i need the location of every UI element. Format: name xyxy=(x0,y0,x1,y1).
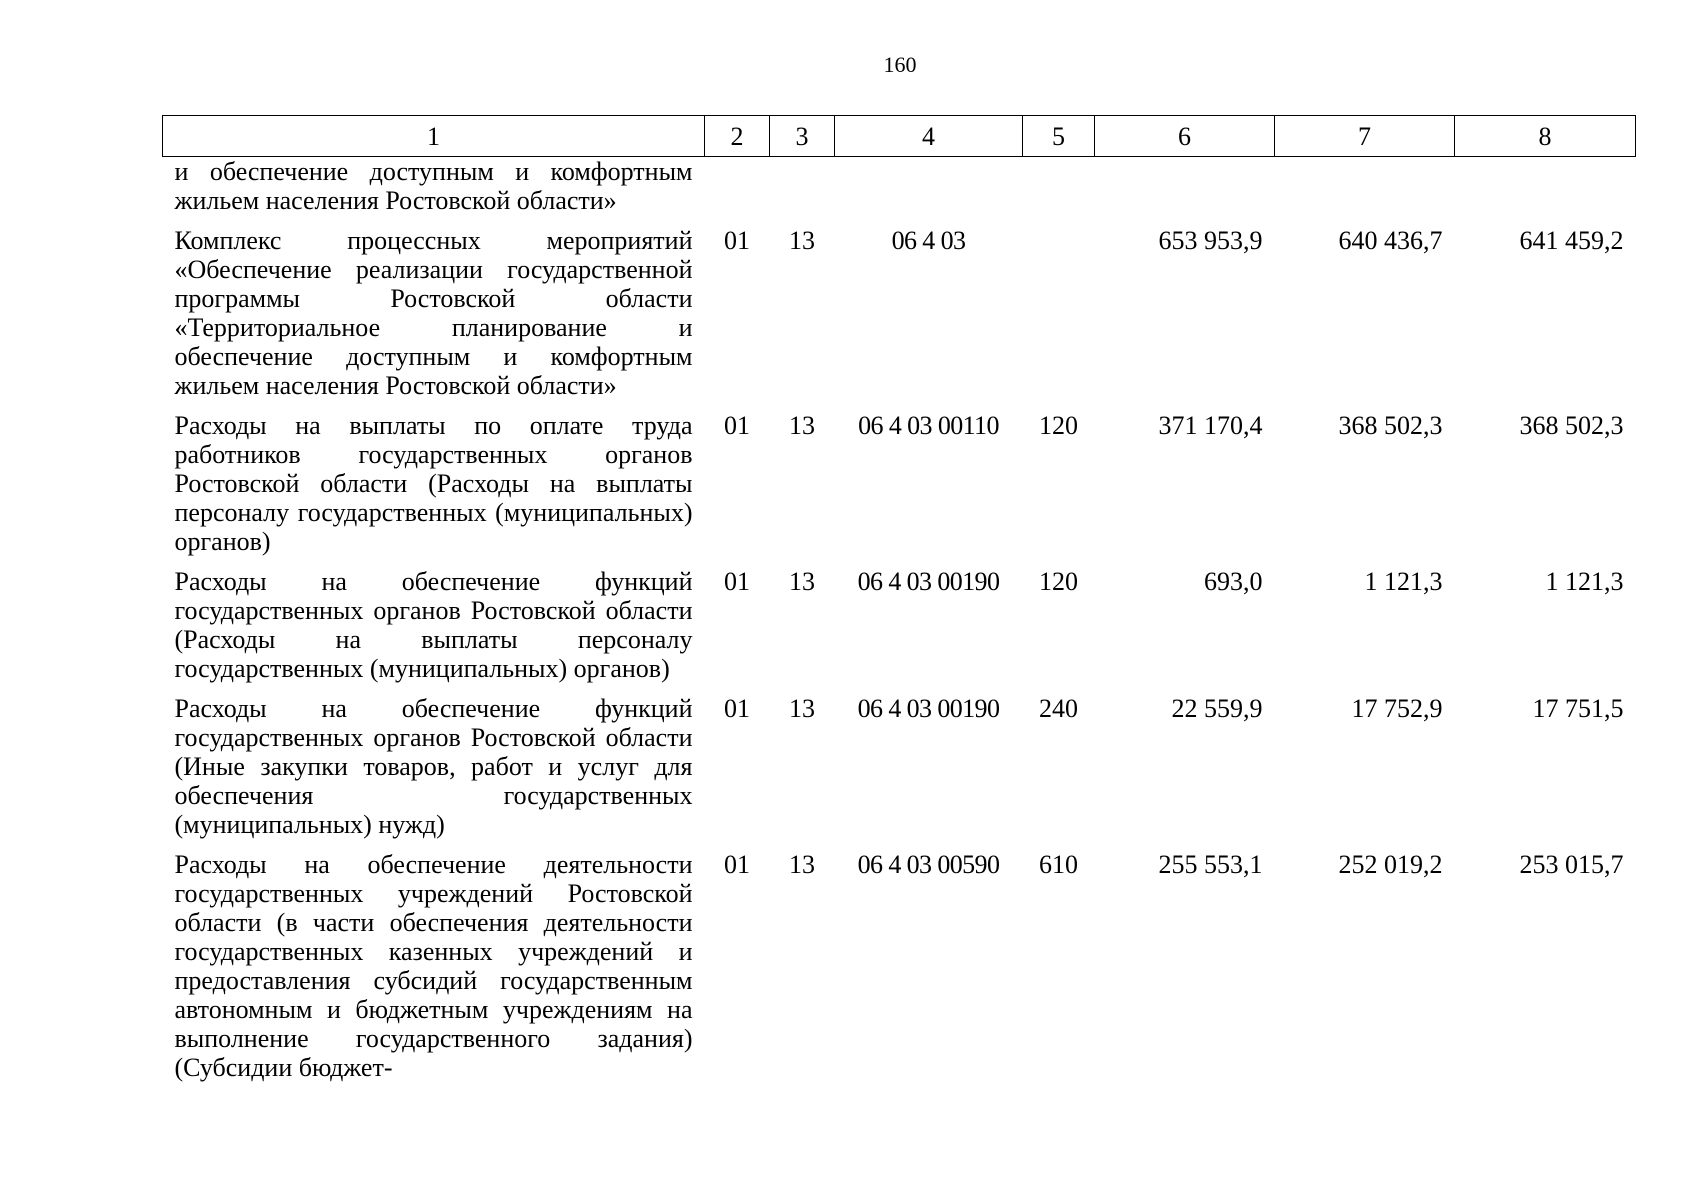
header-col-3: 3 xyxy=(770,116,835,157)
row-amount-year3: 641 459,2 xyxy=(1519,226,1624,255)
row-amount-year2: 640 436,7 xyxy=(1338,226,1443,255)
row-amount-year1: 371 170,4 xyxy=(1158,411,1263,440)
row-amount-year3: 368 502,3 xyxy=(1519,411,1624,440)
table-row xyxy=(163,226,1636,411)
table-row xyxy=(163,694,1636,850)
row-expense-type xyxy=(1023,157,1095,227)
header-col-1: 1 xyxy=(163,116,705,157)
row-amount-year2: 17 752,9 xyxy=(1351,694,1443,723)
table-row xyxy=(163,157,1636,227)
row-expense-type: 120 xyxy=(1039,567,1078,596)
row-subsection: 13 xyxy=(789,850,815,879)
header-col-2: 2 xyxy=(705,116,770,157)
header-col-6: 6 xyxy=(1095,116,1275,157)
header-col-7: 7 xyxy=(1275,116,1455,157)
row-section: 01 xyxy=(724,850,750,879)
row-expense-type: 610 xyxy=(1039,850,1078,879)
row-expense-type: 240 xyxy=(1039,694,1078,723)
row-subsection xyxy=(770,157,835,227)
row-subsection: 13 xyxy=(789,411,815,440)
header-col-4: 4 xyxy=(835,116,1023,157)
header-col-8: 8 xyxy=(1455,116,1636,157)
row-amount-year3: 1 121,3 xyxy=(1545,567,1624,596)
page-number: 160 xyxy=(883,52,917,77)
row-section xyxy=(705,157,770,227)
row-subsection: 13 xyxy=(789,567,815,596)
row-description: Комплекс процессных мероприятий «Обеспечение реализации государственной программы Ростовской области «Территориальное планирование и обеспечение доступным и комфортным жильем населения Ростовской области» xyxy=(174,226,693,400)
row-subsection: 13 xyxy=(789,226,815,255)
header-col-5: 5 xyxy=(1023,116,1095,157)
row-amount-year1 xyxy=(1095,157,1275,227)
row-description: Расходы на выплаты по оплате труда работников государственных органов Ростовской области (Расходы на выплаты персоналу государственных (муниципальных) органов) xyxy=(174,411,693,556)
row-section: 01 xyxy=(724,411,750,440)
row-section: 01 xyxy=(724,226,750,255)
table-row xyxy=(163,411,1636,567)
row-subsection: 13 xyxy=(789,694,815,723)
row-section: 01 xyxy=(724,567,750,596)
table-row xyxy=(163,567,1636,694)
row-description: и обеспечение доступным и комфортным жильем населения Ростовской области» xyxy=(174,157,693,215)
row-amount-year2: 1 121,3 xyxy=(1364,567,1443,596)
row-target-article: 06 4 03 00110 xyxy=(858,411,999,440)
row-description: Расходы на обеспечение функций государственных органов Ростовской области (Расходы на выплаты персоналу государственных (муниципальных) органов) xyxy=(174,567,693,683)
row-amount-year1: 693,0 xyxy=(1204,567,1263,596)
table-row xyxy=(163,850,1636,1093)
row-amount-year3 xyxy=(1455,157,1636,227)
budget-table xyxy=(162,115,1636,1093)
row-amount-year2 xyxy=(1275,157,1455,227)
row-description: Расходы на обеспечение функций государственных органов Ростовской области (Иные закупки товаров, работ и услуг для обеспечения государственных (муниципальных) нужд) xyxy=(174,694,693,839)
row-description: Расходы на обеспечение деятельности государственных учреждений Ростовской области (в части обеспечения деятельности государственных казенных учреждений и предоставления субсидий государственным автономным и бюджетным учреждениям на выполнение государственного задания) (Субсидии бюджет- xyxy=(174,850,693,1082)
row-target-article xyxy=(835,157,1023,227)
row-target-article: 06 4 03 00590 xyxy=(857,850,1000,879)
row-target-article: 06 4 03 xyxy=(891,226,966,255)
row-amount-year2: 252 019,2 xyxy=(1338,850,1443,879)
row-amount-year1: 255 553,1 xyxy=(1158,850,1263,879)
row-target-article: 06 4 03 00190 xyxy=(857,694,1000,723)
row-amount-year1: 22 559,9 xyxy=(1171,694,1263,723)
row-section: 01 xyxy=(724,694,750,723)
row-target-article: 06 4 03 00190 xyxy=(857,567,1000,596)
row-expense-type: 120 xyxy=(1039,411,1078,440)
row-expense-type xyxy=(1023,226,1095,411)
row-amount-year1: 653 953,9 xyxy=(1158,226,1263,255)
column-number-header xyxy=(163,116,1636,157)
row-amount-year3: 253 015,7 xyxy=(1519,850,1624,879)
row-amount-year3: 17 751,5 xyxy=(1532,694,1624,723)
row-amount-year2: 368 502,3 xyxy=(1338,411,1443,440)
